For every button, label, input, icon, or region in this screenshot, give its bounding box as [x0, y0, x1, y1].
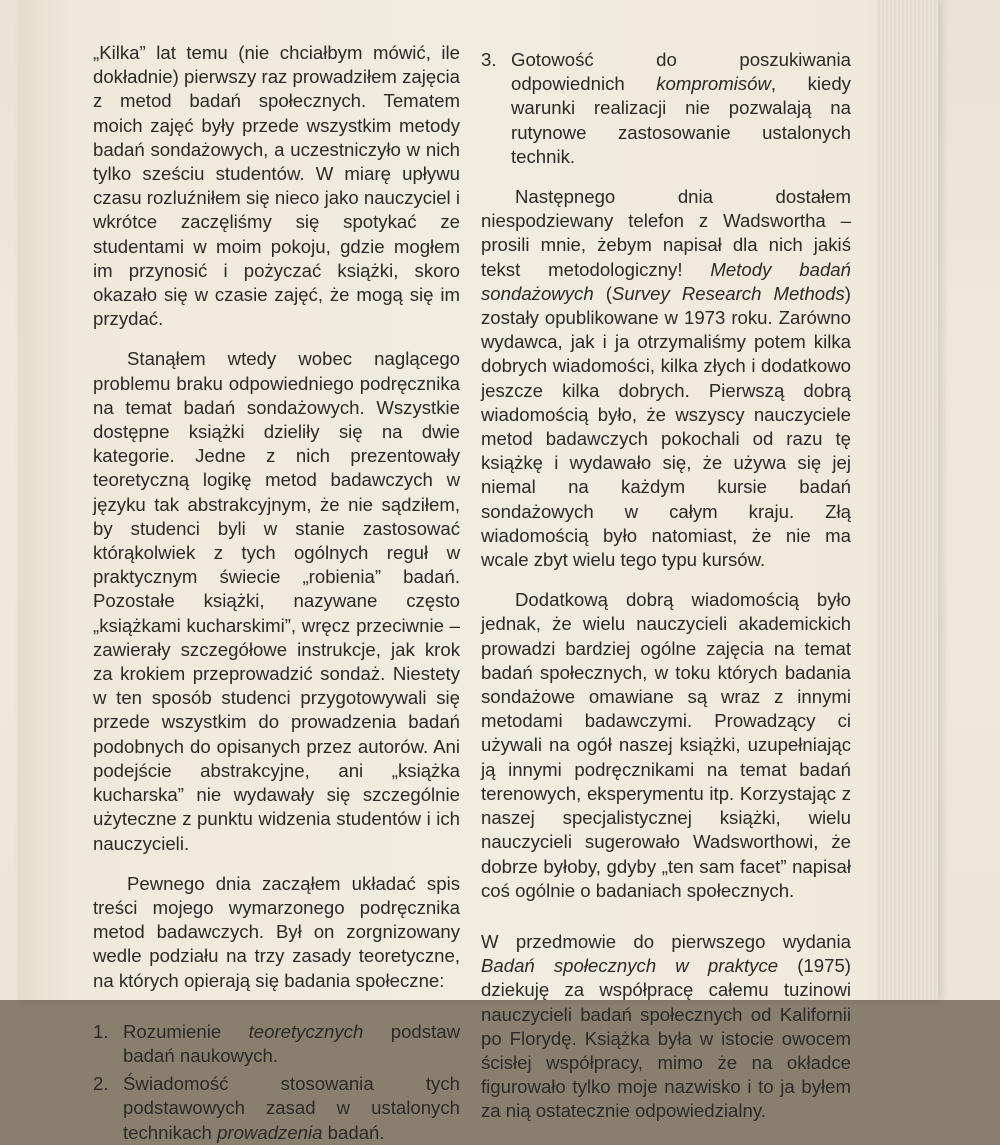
- list-item-3: [481, 48, 851, 169]
- list-text: podstaw badań naukowych.: [123, 1020, 460, 1066]
- paragraph-1: „Kilka” lat temu (nie chciałbym mówić, ile dokładnie) pierwszy raz prowadziłem zajęcia z metod badań społecznych. Tematem moich zajęć były przede wszystkim metody badań sondażowych, a uczestniczyło w nich tylko sześciu studentów. W miarę upływu czasu rozluźniłem się nieco jako nauczyciel i wkrótce zaczęliśmy się spotykać ze studentami w moim pokoju, gdzie mogłem im przynosić i pożyczać książki, skoro okazało się w czasie zajęć, że mogą się im przydać.: [93, 42, 460, 330]
- paragraph-text: W przedmowie do pierwszego wydania: [481, 930, 851, 952]
- list-number: 2.: [93, 1073, 109, 1095]
- paragraph-text: Następnego dnia dostałem niespodziewany telefon z Wadswortha – prosili mnie, żebym napisał dla nich jakiś tekst metodologiczny!: [481, 186, 851, 280]
- right-column: [481, 48, 851, 1124]
- list-emphasis: prowadzenia: [217, 1121, 323, 1143]
- book-title-english: Survey Research Methods: [611, 282, 845, 304]
- left-column: [93, 41, 460, 1145]
- book-title: Badań społecznych w praktyce: [481, 955, 779, 977]
- book-title-polish: Metody badań sondażowych: [481, 258, 851, 304]
- list-number: 3.: [481, 49, 497, 70]
- list-emphasis: kompromisów: [656, 73, 771, 95]
- list-emphasis: teoretycznych: [248, 1020, 364, 1042]
- paragraph-3: Pewnego dnia zacząłem układać spis treści mojego wymarzonego podręcznika metod badawczych. Był on zorgnizowany wedle podziału na trzy zasady teoretyczne, na których opierają się badania społeczne:: [93, 872, 460, 991]
- list-item-2: [93, 1072, 460, 1145]
- paragraph-5: Dodatkową dobrą wiadomością było jednak, że wielu nauczycieli akademickich prowadzi bardziej ogólne zajęcia na temat badań społecznych, w toku których badania sondażowe omawiane są wraz z innymi metodami badawczymi. Prowadzący ci używali na ogół naszej książki, uzupełniając ją innymi podręcznikami na temat badań terenowych, eksperymentu itp. Korzystając z naszej specjalistycznej książki, wielu nauczycieli sugerowało Wadsworthowi, że dobrze byłoby, gdyby „ten sam facet” napisał coś ogólnie o badaniach społecznych.: [481, 589, 851, 901]
- list-text: Gotowość do poszukiwania odpowiednich: [511, 49, 851, 95]
- paragraph-text: (: [593, 282, 612, 304]
- list-item-1: [93, 1020, 460, 1068]
- page-edge-stack: [876, 0, 938, 1000]
- list-text: , kiedy warunki realizacji nie pozwalają na rutynowe zastosowanie ustalonych technik.: [511, 73, 851, 167]
- paragraph-text: ) zostały opublikowane w 1973 roku. Zarówno wydawca, jak i ja otrzymaliśmy potem kilka dobrych wiadomości, kilka złych i dodatkowo jeszcze kilka dobrych. Pierwszą dobrą wiadomością było, że wszyscy nauczyciele metod badawczych pokochali od razu tę książkę i wydawało się, że używa się jej niemal na każdym kursie badań sondażowych w całym kraju. Złą wiadomością było natomiast, że nie ma wcale zbyt wielu tego typu kursów.: [481, 282, 851, 571]
- paragraph-6: [481, 930, 851, 1124]
- list-text: Świadomość stosowania tych podstawowych zasad w ustalonych technikach: [123, 1073, 460, 1143]
- list-number: 1.: [93, 1020, 109, 1042]
- list-text: Rozumienie: [123, 1020, 249, 1042]
- paragraph-4: [481, 185, 851, 572]
- list-text: badań.: [322, 1121, 385, 1143]
- paragraph-2: Stanąłem wtedy wobec naglącego problemu braku odpowiedniego podręcznika na temat badań sondażowych. Wszystkie dostępne książki dzieliły się na dwie kategorie. Jedne z nich prezentowały teoretyczną logikę metod badawczych w języku tak abstrakcyjnym, że nie sądziłem, by studenci byli w stanie zastosować którąkolwiek z tych ogólnych reguł w praktycznym świecie „robienia” badań. Pozostałe książki, nazywane często „książkami kucharskimi”, wręcz przeciwnie – zawierały szczegółowe instrukcje, jak krok za krokiem przeprowadzić sondaż. Niestety w ten sposób studenci przygotowywali się przede wszystkim do prowadzenia badań podobnych do opisanych przez autorów. Ani podejście abstrakcyjne, ani „książka kucharska” nie wydawały się szczególnie użyteczne z punktu widzenia studentów i ich nauczycieli.: [93, 348, 460, 854]
- paragraph-text: (1975) dziekuję za współpracę całemu tuzinowi nauczycieli badań społecznych od Kalifornii po Florydę. Książka była w istocie owocem ścisłej współpracy, mimo że na okładce figurowało tylko moje nazwisko i to ja byłem za nią ostatecznie odpowiedzialny.: [481, 955, 851, 1122]
